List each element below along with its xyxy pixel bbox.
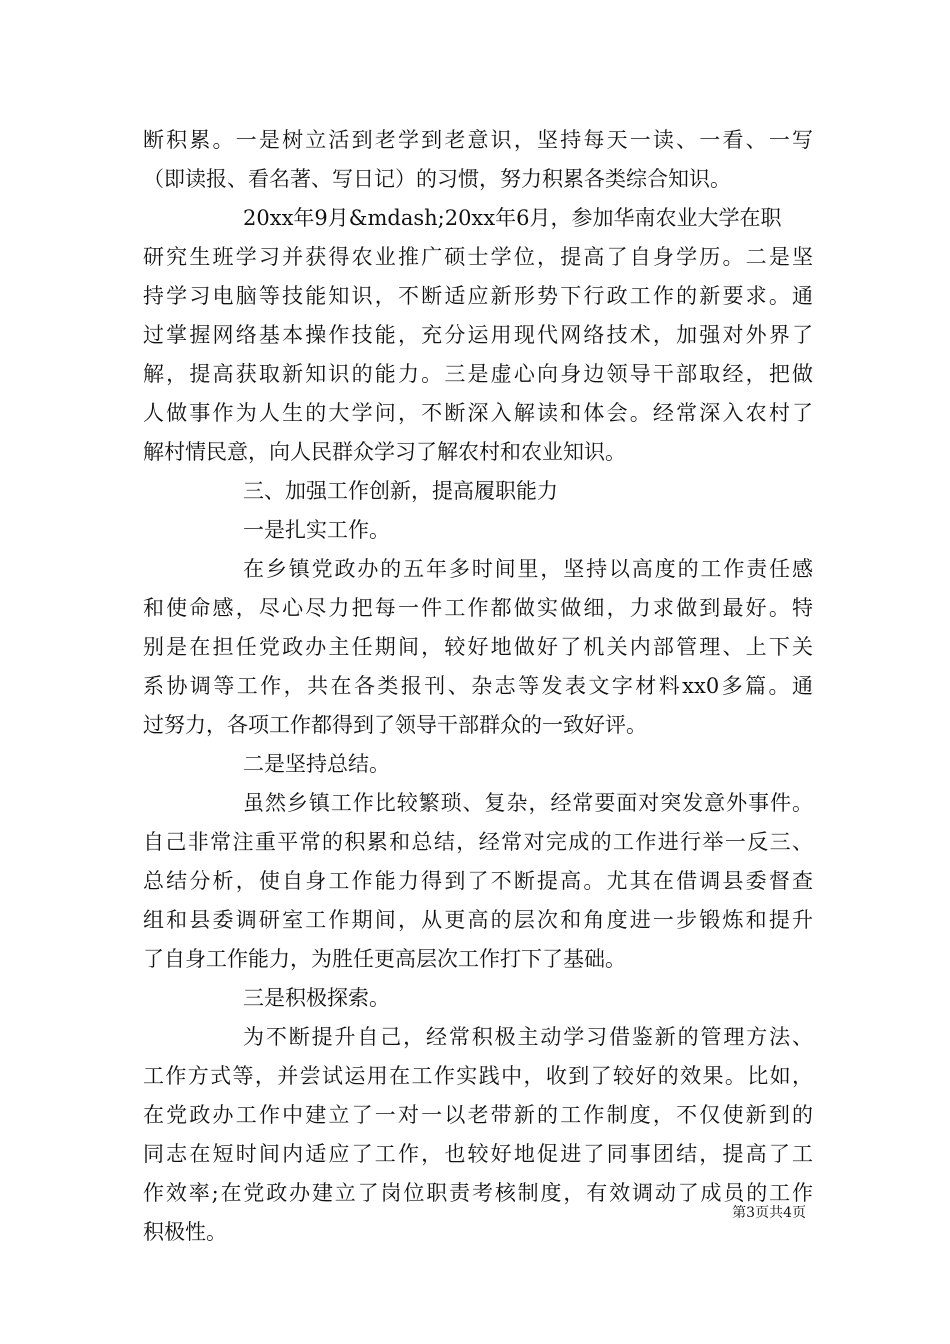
text-line: 作效率;在党政办建立了岗位职责考核制度，有效调动了成员的工作 xyxy=(143,1181,813,1205)
text-line: 过掌握网络基本操作技能，充分运用现代网络技术，加强对外界了 xyxy=(143,323,813,347)
text-line: 别是在担任党政办主任期间，较好地做好了机关内部管理、上下关 xyxy=(143,635,813,659)
text-line: 二是坚持总结。 xyxy=(243,752,390,776)
text-line: 总结分析，使自身工作能力得到了不断提高。尤其在借调县委督查 xyxy=(143,869,813,893)
text-line: 过努力，各项工作都得到了领导干部群众的一致好评。 xyxy=(143,713,647,737)
text-line: 自己非常注重平常的积累和总结，经常对完成的工作进行举一反三、 xyxy=(143,830,813,854)
text-line: 了自身工作能力，为胜任更高层次工作打下了基础。 xyxy=(143,947,626,971)
page-number: 第3页共4页 xyxy=(732,1205,806,1221)
text-line: 积极性。 xyxy=(143,1220,227,1244)
text-line: 三是积极探索。 xyxy=(243,986,390,1010)
text-line: 三、加强工作创新，提高履职能力 xyxy=(243,479,558,503)
text-line: 解，提高获取新知识的能力。三是虚心向身边领导干部取经，把做 xyxy=(143,362,813,386)
text-line: 为不断提升自己，经常积极主动学习借鉴新的管理方法、 xyxy=(243,1025,813,1049)
text-line: 人做事作为人生的大学问，不断深入解读和体会。经常深入农村了 xyxy=(143,401,813,425)
text-line: 组和县委调研室工作期间，从更高的层次和角度进一步锻炼和提升 xyxy=(143,908,813,932)
text-line: 和使命感，尽心尽力把每一件工作都做实做细，力求做到最好。特 xyxy=(143,596,813,620)
text-line: 断积累。一是树立活到老学到老意识，坚持每天一读、一看、一写 xyxy=(143,128,813,152)
text-line: （即读报、看名著、写日记）的习惯，努力积累各类综合知识。 xyxy=(143,167,731,191)
text-line: 在乡镇党政办的五年多时间里，坚持以高度的工作责任感 xyxy=(243,557,813,581)
document-body xyxy=(143,121,813,1252)
text-line: 20xx年9月&mdash;20xx年6月，参加华南农业大学在职 xyxy=(243,206,782,230)
text-line: 研究生班学习并获得农业推广硕士学位，提高了自身学历。二是坚 xyxy=(143,245,813,269)
text-line: 工作方式等，并尝试运用在工作实践中，收到了较好的效果。比如， xyxy=(143,1064,813,1088)
text-line: 在党政办工作中建立了一对一以老带新的工作制度，不仅使新到的 xyxy=(143,1103,813,1127)
text-line: 持学习电脑等技能知识，不断适应新形势下行政工作的新要求。通 xyxy=(143,284,813,308)
text-line: 系协调等工作，共在各类报刊、杂志等发表文字材料xx0多篇。通 xyxy=(143,674,813,698)
text-line: 一是扎实工作。 xyxy=(243,518,390,542)
text-line: 同志在短时间内适应了工作，也较好地促进了同事团结，提高了工 xyxy=(143,1142,813,1166)
text-line: 虽然乡镇工作比较繁琐、复杂，经常要面对突发意外事件。 xyxy=(243,791,813,815)
text-line: 解村情民意，向人民群众学习了解农村和农业知识。 xyxy=(143,440,626,464)
